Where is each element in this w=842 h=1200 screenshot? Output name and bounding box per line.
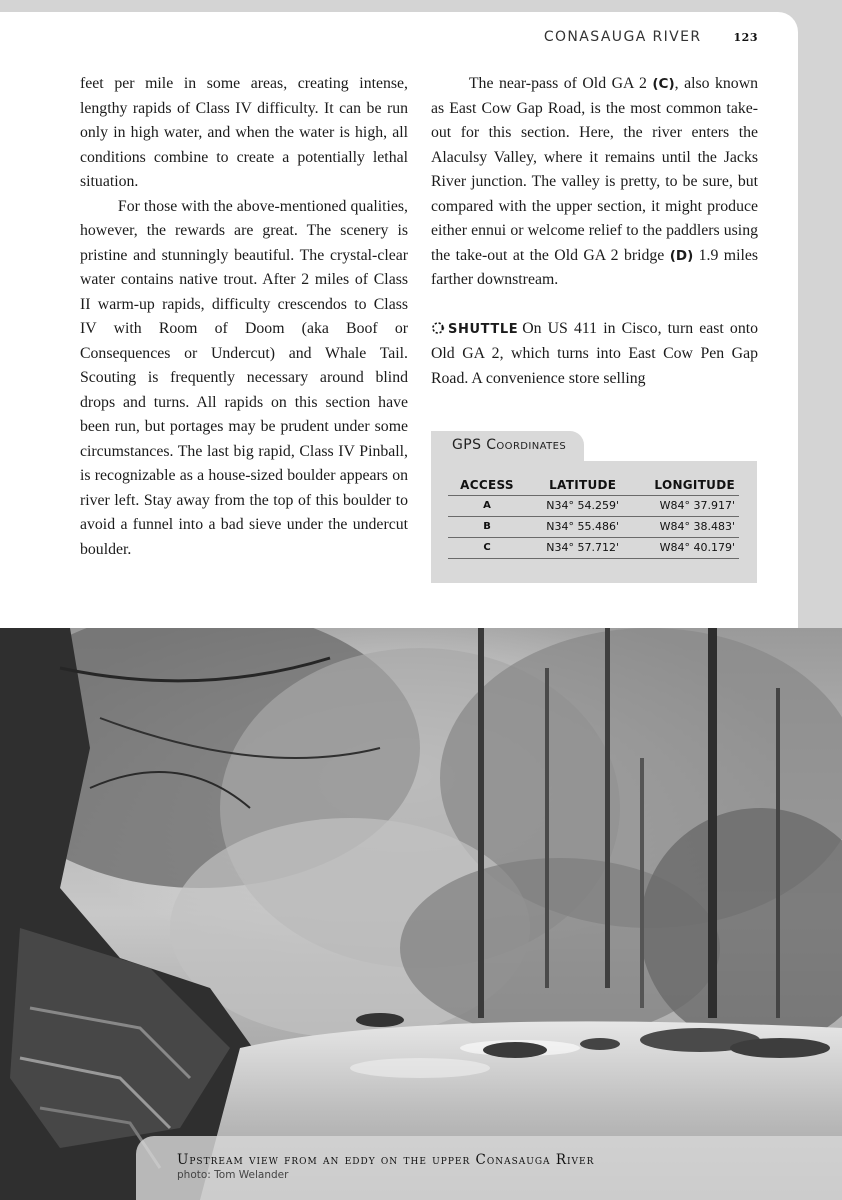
gps-access: C: [448, 538, 526, 559]
table-row: [448, 517, 739, 538]
right-column: [431, 72, 758, 391]
photo-caption: [136, 1136, 842, 1200]
gps-header-access: ACCESS: [448, 475, 526, 496]
gps-header-latitude: LATITUDE: [526, 475, 631, 496]
shuttle-paragraph: [431, 317, 758, 392]
shuttle-text: On US 411 in Cisco, turn east onto Old GA 2, which turns into East Cow Pen Gap Road. A convenience store selling: [431, 319, 758, 387]
gps-header-longitude: LONGITUDE: [631, 475, 739, 496]
running-header: [544, 29, 758, 45]
photo-credit: photo: Tom Welander: [177, 1169, 289, 1181]
gps-coordinates-box: [431, 431, 757, 583]
page-number: 123: [733, 31, 758, 44]
paragraph: feet per mile in some areas, creating intense, lengthy rapids of Class IV difficulty. It can be run only in high water, and when the water is high, all conditions combine to create a potentially lethal situation.: [80, 75, 408, 190]
gps-latitude: N34° 55.486': [526, 517, 631, 538]
gps-access: B: [448, 517, 526, 538]
paragraph: The near-pass of Old GA 2 (C), also known as East Cow Gap Road, is the most common take-out for this section. Here, the river enters the Alaculsy Valley, where it remains until the Jacks River junction. The valley is pretty, to be sure, but compared with the upper section, it might produce either ennui or welcome relief to the paddlers using the take-out at the Old GA 2 bridge (D) 1.9 miles farther downstream.: [431, 75, 758, 288]
table-row: [448, 496, 739, 517]
gps-header-row: [448, 475, 739, 496]
running-title: CONASAUGA RIVER: [543, 29, 702, 45]
river-photo: [0, 628, 842, 1200]
gps-latitude: N34° 54.259': [526, 496, 631, 517]
shuttle-label: SHUTTLE: [448, 321, 519, 337]
river-photo-illustration: [0, 628, 842, 1200]
paragraph: For those with the above-mentioned qualities, however, the rewards are great. The scenery is pristine and stunningly beautiful. The crystal-clear water contains native trout. After 2 miles of Class II warm-up rapids, difficulty crescendos to Class IV with Room of Doom (aka Boof or Consequences or Undercut) and Whale Tail. Scouting is frequently necessary around blind drops and turns. All rapids on this section have been run, but portages may be prudent under some circumstances. The last big rapid, Class IV Pinball, is recognizable as a house-sized boulder appears on river left. Stay away from the top of this boulder to avoid a funnel into a bad sieve under the undercut boulder.: [80, 197, 408, 558]
access-ref-d: (D): [669, 247, 694, 264]
caption-title: Upstream view from an eddy on the upper Conasauga River: [177, 1152, 595, 1168]
gps-longitude: W84° 37.917': [631, 496, 739, 517]
shuttle-icon: [431, 321, 445, 335]
gps-latitude: N34° 57.712': [526, 538, 631, 559]
gps-access: A: [448, 496, 526, 517]
gps-table-container: [431, 461, 757, 583]
gps-longitude: W84° 40.179': [631, 538, 739, 559]
left-column: [80, 72, 408, 562]
access-ref-c: (C): [652, 76, 675, 92]
gps-title: GPS Coordinates: [431, 431, 584, 461]
table-row: [448, 538, 739, 559]
gps-longitude: W84° 38.483': [631, 517, 739, 538]
gps-table: [448, 475, 739, 559]
